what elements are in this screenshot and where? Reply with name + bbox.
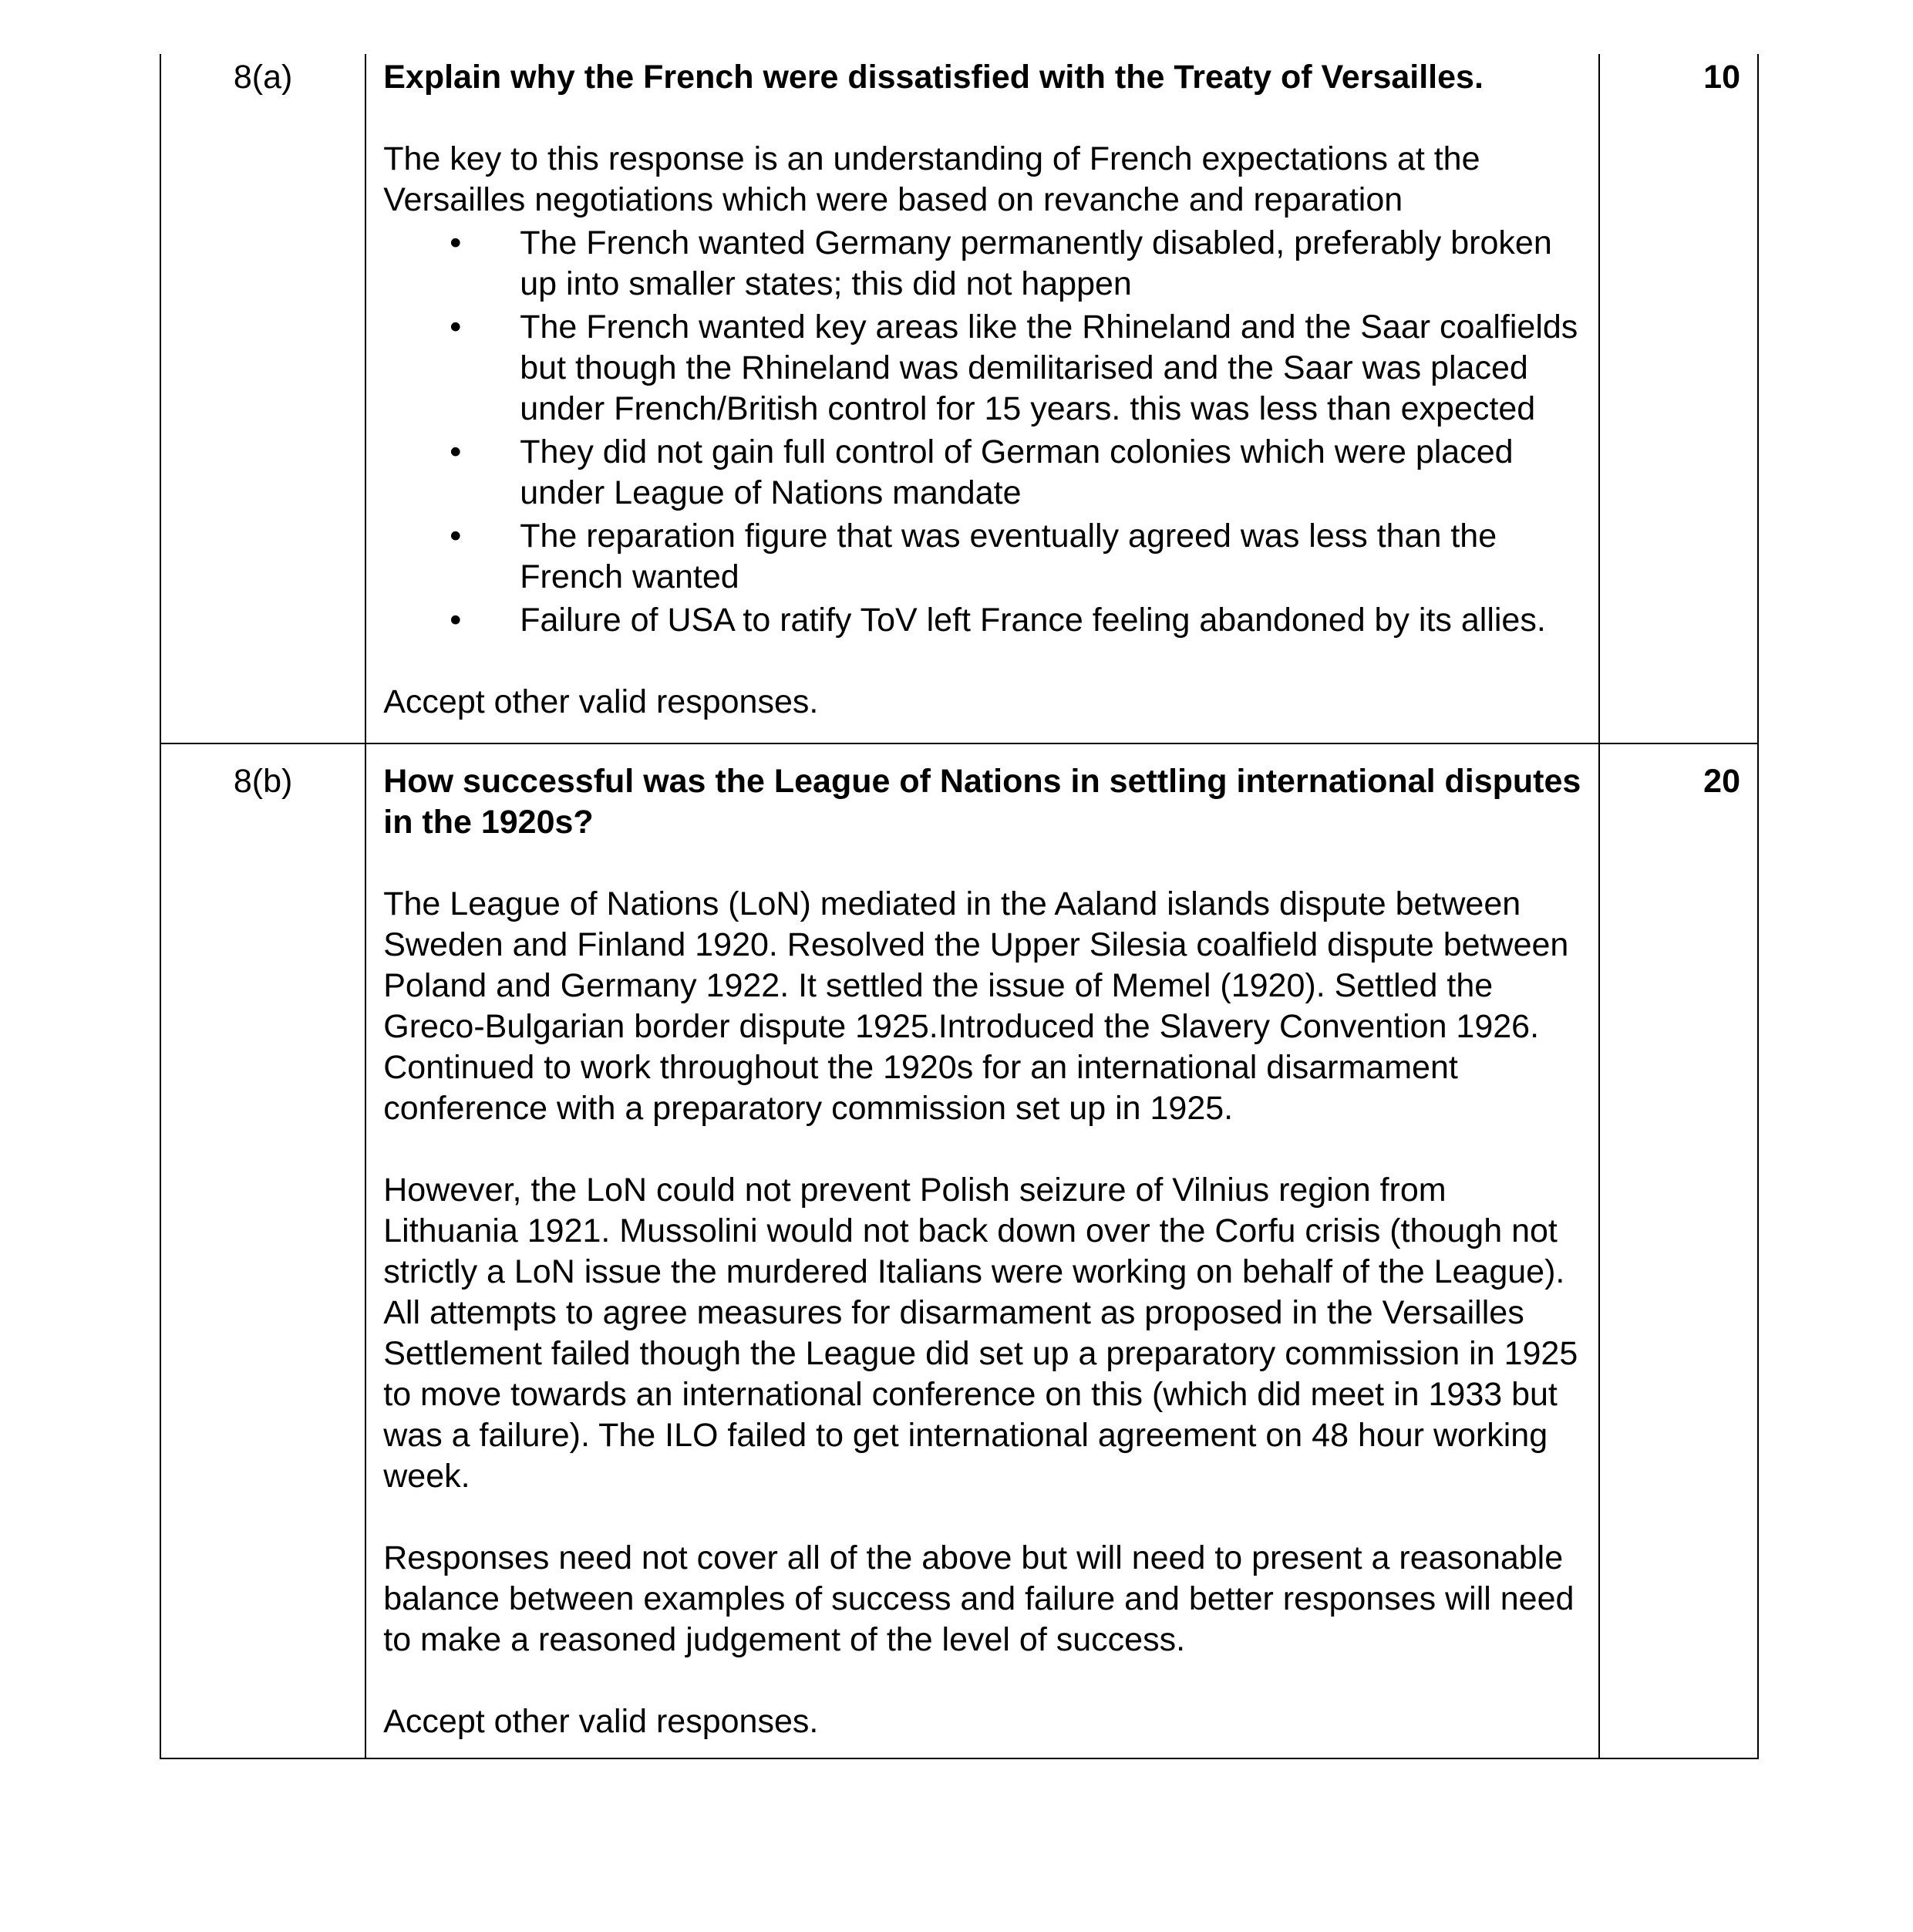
bullet-icon: •: [450, 224, 462, 261]
list-item: [383, 432, 1581, 514]
question-row-8a: [160, 54, 1758, 743]
closing-note: Accept other valid responses.: [383, 683, 819, 720]
body-paragraph: The League of Nations (LoN) mediated in the Aaland islands dispute between Sweden and Finland 1920. Resolved the Upper Silesia coalfield dispute between Poland and Germany 1922. It settled the issue of Memel (1920). Settled the Greco-Bulgarian border dispute 1925.Introduced the Slavery Convention 1926. Continued to work throughout the 1920s for an international disarmament conference with a preparatory commission set up in 1925.: [383, 885, 1569, 1127]
bullet-text: The French wanted key areas like the Rhineland and the Saar coalfields but though the Rhineland was demilitarised and the Saar was placed under French/British control for 15 years. this was less than expected: [520, 309, 1578, 427]
bullet-text: They did not gain full control of German colonies which were placed under League of Nations mandate: [520, 433, 1514, 511]
bullet-icon: •: [450, 518, 462, 555]
bullet-icon: •: [450, 602, 462, 639]
question-number: 8(a): [160, 54, 365, 743]
list-item: [383, 516, 1581, 598]
bullet-text: The reparation figure that was eventually agreed was less than the French wanted: [520, 518, 1497, 595]
marks-value: 20: [1599, 743, 1758, 1758]
list-item: [383, 223, 1581, 305]
question-number: 8(b): [160, 743, 365, 1758]
list-item: [383, 307, 1581, 430]
answer-cell: [365, 54, 1599, 743]
answer-cell: [365, 743, 1599, 1758]
bullet-text: The French wanted Germany permanently disabled, preferably broken up into smaller states; this did not happen: [520, 224, 1552, 302]
mark-scheme-table: [160, 54, 1759, 1759]
bullet-list: [383, 223, 1581, 641]
bullet-icon: •: [450, 309, 462, 346]
bullet-text: Failure of USA to ratify ToV left France feeling abandoned by its allies.: [520, 602, 1546, 639]
list-item: [383, 600, 1581, 641]
question-row-8b: [160, 743, 1758, 1758]
intro-paragraph: The key to this response is an understanding of French expectations at the Versailles negotiations which were based on revanche and reparation: [383, 140, 1480, 218]
closing-note: Accept other valid responses.: [383, 1703, 819, 1740]
body-paragraph: However, the LoN could not prevent Polish seizure of Vilnius region from Lithuania 1921. Mussolini would not back down over the Corfu crisis (though not strictly a LoN issue the murdered Italians were working on behalf of the League). All attempts to agree measures for disarmament as proposed in the Versailles Settlement failed though the League did set up a preparatory commission in 1925 to move towards an international conference on this (which did meet in 1933 but was a failure). The ILO failed to get international agreement on 48 hour working week.: [383, 1172, 1578, 1495]
marks-value: 10: [1599, 54, 1758, 743]
bullet-icon: •: [450, 433, 462, 470]
body-paragraph: Responses need not cover all of the above but will need to present a reasonable balance between examples of success and failure and better responses will need to make a reasoned judgement of the level of success.: [383, 1539, 1575, 1658]
question-title: How successful was the League of Nations in settling international disputes in the 1920s?: [383, 763, 1581, 841]
question-title: Explain why the French were dissatisfied with the Treaty of Versailles.: [383, 59, 1484, 96]
